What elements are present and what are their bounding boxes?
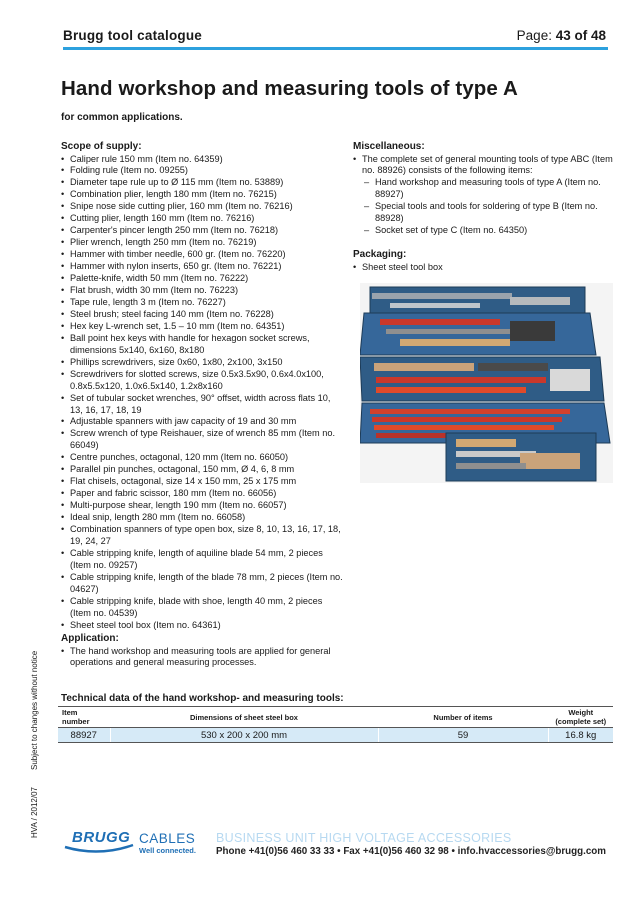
scope-item: • Combination plier, length 180 mm (Item no. 76215) <box>61 189 343 201</box>
scope-item: • Phillips screwdrivers, size 0x60, 1x80, 2x100, 3x150 <box>61 357 343 369</box>
misc-subitem: – Special tools and tools for soldering of type B (Item no. 88928) <box>364 201 613 225</box>
misc-list <box>353 154 613 178</box>
brand-swoosh-icon <box>63 843 135 855</box>
page-label: Page: <box>516 28 552 43</box>
toolbox-photo <box>360 283 613 483</box>
toolbox-illustration <box>360 283 613 483</box>
application-list <box>61 646 351 670</box>
side-code: HVA / 2012/07 <box>30 787 39 838</box>
scope-item: • Screwdrivers for slotted screws, size 0.5x3.5x90, 0.6x4.0x100, 0.8x5.5x120, 1.0x6.5x140, 1.2x8x160 <box>61 369 343 393</box>
side-notice: Subject to changes without notice <box>30 650 39 770</box>
misc-section <box>353 141 613 274</box>
catalogue-title: Brugg tool catalogue <box>63 28 202 43</box>
cell-weight: 16.8 kg <box>548 728 613 743</box>
scope-item: • Flat chisels, octagonal, size 14 x 150 mm, 25 x 175 mm <box>61 476 343 488</box>
brand-cables: CABLES <box>139 831 196 846</box>
application-section <box>61 633 351 669</box>
scope-item: • Cable stripping knife, length of aquiline blade 54 mm, 2 pieces (Item no. 09257) <box>61 548 343 572</box>
packaging-item: • Sheet steel tool box <box>353 262 613 274</box>
header-dimensions: Dimensions of sheet steel box <box>110 707 378 728</box>
scope-item: • Cable stripping knife, length of the blade 78 mm, 2 pieces (Item no. 04627) <box>61 572 343 596</box>
packaging-list <box>353 262 613 274</box>
scope-item: • Multi-purpose shear, length 190 mm (Item no. 66057) <box>61 500 343 512</box>
scope-item: • Set of tubular socket wrenches, 90° offset, width across flats 10, 13, 16, 17, 18, 19 <box>61 393 343 417</box>
scope-item: • Centre punches, octagonal, 120 mm (Item no. 66050) <box>61 452 343 464</box>
brand-tagline: Well connected. <box>139 846 196 855</box>
scope-item: • Hammer with timber needle, 600 gr. (Item no. 76220) <box>61 249 343 261</box>
application-heading: Application: <box>61 633 119 644</box>
scope-section <box>61 141 343 632</box>
scope-heading: Scope of supply: <box>61 141 142 152</box>
scope-item: • Screw wrench of type Reishauer, size of wrench 85 mm (Item no. 66049) <box>61 428 343 452</box>
scope-item: • Sheet steel tool box (Item no. 64361) <box>61 620 343 632</box>
scope-item: • Palette-knife, width 50 mm (Item no. 76222) <box>61 273 343 285</box>
brand-logo: BRUGG <box>72 829 131 846</box>
scope-item: • Ideal snip, length 280 mm (Item no. 66058) <box>61 512 343 524</box>
scope-item: • Ball point hex keys with handle for hexagon socket screws, dimensions 5x140, 6x160, 8x180 <box>61 333 343 357</box>
scope-item: • Hex key L-wrench set, 1.5 – 10 mm (Item no. 64351) <box>61 321 343 333</box>
page-subtitle: for common applications. <box>61 112 183 123</box>
scope-item: • Flat brush, width 30 mm (Item no. 76223) <box>61 285 343 297</box>
contact-line: Phone +41(0)56 460 33 33 • Fax +41(0)56 460 32 98 • info.hvaccessories@brugg.com <box>216 846 606 857</box>
scope-item: • Tape rule, length 3 m (Item no. 76227) <box>61 297 343 309</box>
tech-data-table <box>58 706 613 743</box>
page-number: 43 of 48 <box>555 28 606 43</box>
business-unit: BUSINESS UNIT HIGH VOLTAGE ACCESSORIES <box>216 831 512 845</box>
scope-item: • Cable stripping knife, blade with shoe, length 40 mm, 2 pieces (Item no. 04539) <box>61 596 343 620</box>
application-item: • The hand workshop and measuring tools are applied for general operations and general measuring processes. <box>61 646 351 670</box>
scope-item: • Caliper rule 150 mm (Item no. 64359) <box>61 154 343 166</box>
scope-item: • Adjustable spanners with jaw capacity of 19 and 30 mm <box>61 416 343 428</box>
header-weight: Weight (complete set) <box>548 707 613 728</box>
tech-data-title: Technical data of the hand workshop- and measuring tools: <box>61 693 344 704</box>
scope-list <box>61 154 343 632</box>
table-row <box>58 728 613 743</box>
packaging-heading: Packaging: <box>353 249 407 261</box>
header-rule <box>63 47 608 50</box>
header-number-items: Number of items <box>378 707 548 728</box>
page-title: Hand workshop and measuring tools of type A <box>61 77 518 100</box>
misc-sublist <box>353 177 613 237</box>
misc-item: • The complete set of general mounting tools of type ABC (Item no. 88926) consists of the following items: <box>353 154 613 178</box>
header-item-number: Item number <box>58 707 110 728</box>
scope-item: • Combination spanners of type open box, size 8, 10, 13, 16, 17, 18, 19, 24, 27 <box>61 524 343 548</box>
misc-heading: Miscellaneous: <box>353 141 425 152</box>
scope-item: • Snipe nose side cutting plier, 160 mm (Item no. 76216) <box>61 201 343 213</box>
scope-item: • Paper and fabric scissor, 180 mm (Item no. 66056) <box>61 488 343 500</box>
scope-item: • Hammer with nylon inserts, 650 gr. (Item no. 76221) <box>61 261 343 273</box>
scope-item: • Cutting plier, length 160 mm (Item no. 76216) <box>61 213 343 225</box>
misc-subitem: – Hand workshop and measuring tools of type A (Item no. 88927) <box>364 177 613 201</box>
scope-item: • Plier wrench, length 250 mm (Item no. 76219) <box>61 237 343 249</box>
scope-item: • Folding rule (Item no. 09255) <box>61 165 343 177</box>
page-indicator <box>517 28 606 43</box>
scope-item: • Steel brush; steel facing 140 mm (Item no. 76228) <box>61 309 343 321</box>
cell-item-number: 88927 <box>58 728 110 743</box>
scope-item: • Parallel pin punches, octagonal, 150 mm, Ø 4, 6, 8 mm <box>61 464 343 476</box>
cell-dimensions: 530 x 200 x 200 mm <box>110 728 378 743</box>
scope-item: • Carpenter's pincer length 250 mm (Item no. 76218) <box>61 225 343 237</box>
cell-number-items: 59 <box>378 728 548 743</box>
scope-item: • Diameter tape rule up to Ø 115 mm (Item no. 53889) <box>61 177 343 189</box>
misc-subitem: – Socket set of type C (Item no. 64350) <box>364 225 613 237</box>
